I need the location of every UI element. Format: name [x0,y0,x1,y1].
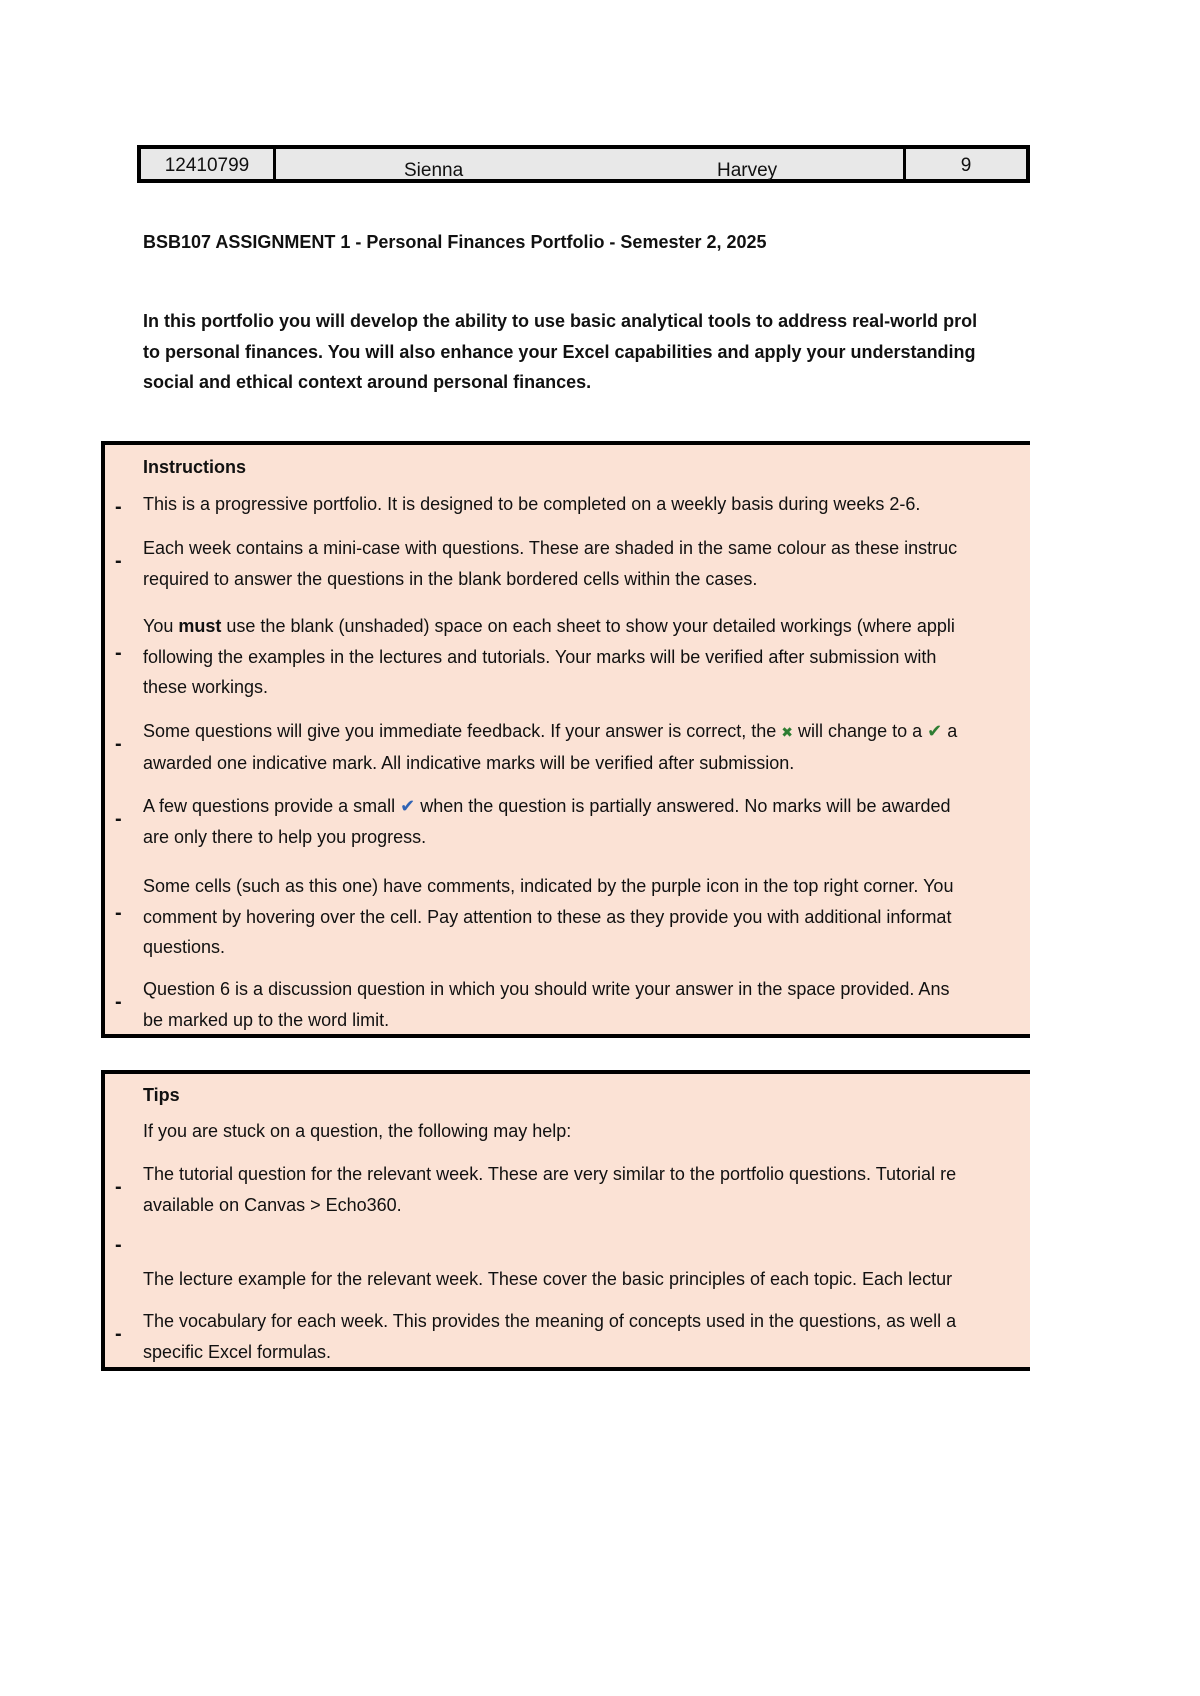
instruction-line: A few questions provide a small ✔ when the question is partially answered. No marks will be awarded [143,796,951,816]
tip-line: The lecture example for the relevant week. These cover the basic principles of each topic. Each lectur [143,1269,953,1289]
emphasis-must: must [178,616,222,636]
student-number-cell[interactable] [903,149,1026,179]
tips-box[interactable] [101,1070,1030,1371]
instruction-line: This is a progressive portfolio. It is designed to be completed on a weekly basis during weeks 2-6. [143,494,921,514]
tip-line: specific Excel formulas. [143,1341,332,1362]
instruction-line: be marked up to the word limit. [143,1009,390,1030]
student-first-name: Sienna [404,160,464,181]
instructions-heading: Instructions [143,457,247,477]
student-number: 9 [960,155,972,176]
student-id: 12410799 [164,155,250,176]
bullet-dash: - [115,902,122,924]
student-name-cell[interactable] [273,149,903,179]
green-check-icon: ✔ [927,721,943,741]
green-cross-icon: ✖ [781,724,794,740]
bullet-dash: - [115,1323,122,1345]
tip-line: The vocabulary for each week. This provides the meaning of concepts used in the questions, as well a [143,1311,957,1331]
intro-paragraph [143,306,1030,398]
instruction-line: questions. [143,937,226,957]
student-id-cell[interactable] [141,149,273,179]
bullet-dash: - [115,550,122,572]
bullet-dash: - [115,808,122,830]
bullet-dash: - [115,1176,122,1198]
instruction-line: Some questions will give you immediate feedback. If your answer is correct, the ✖ will change to a ✔ a [143,721,958,741]
instruction-line: awarded one indicative mark. All indicative marks will be verified after submission. [143,752,795,773]
instructions-box[interactable] [101,441,1030,1038]
instruction-line: You must use the blank (unshaded) space on each sheet to show your detailed workings (where appli [143,616,955,636]
bullet-dash: - [115,733,122,755]
instruction-line: comment by hovering over the cell. Pay attention to these as they provide you with additional informat [143,906,952,927]
student-info-row [137,145,1030,183]
instruction-line: are only there to help you progress. [143,826,427,847]
tip-line: available on Canvas > Echo360. [143,1194,402,1215]
student-last-name: Harvey [717,160,778,181]
page-title: BSB107 ASSIGNMENT 1 - Personal Finances Portfolio - Semester 2, 2025 [143,232,767,252]
intro-line: social and ethical context around personal finances. [143,372,592,392]
instruction-line: Each week contains a mini-case with questions. These are shaded in the same colour as these instruc [143,538,958,558]
bullet-dash: - [115,642,122,664]
tips-intro-line: If you are stuck on a question, the following may help: [143,1121,572,1141]
bullet-dash: - [115,496,122,518]
blue-check-icon: ✔ [400,796,416,816]
bullet-dash: - [115,1234,122,1256]
instruction-line: required to answer the questions in the blank bordered cells within the cases. [143,568,758,589]
intro-line: to personal finances. You will also enhance your Excel capabilities and apply your understanding [143,341,976,362]
tip-line: The tutorial question for the relevant week. These are very similar to the portfolio questions. Tutorial re [143,1164,957,1184]
intro-line: In this portfolio you will develop the ability to use basic analytical tools to address real-world prol [143,311,978,331]
instruction-line: Question 6 is a discussion question in which you should write your answer in the space provided. Ans [143,979,950,999]
instruction-line: Some cells (such as this one) have comments, indicated by the purple icon in the top right corner. You [143,876,954,896]
tips-heading: Tips [143,1085,180,1105]
bullet-dash: - [115,991,122,1013]
instruction-line: following the examples in the lectures and tutorials. Your marks will be verified after submission with [143,646,937,667]
instruction-line: these workings. [143,677,269,697]
